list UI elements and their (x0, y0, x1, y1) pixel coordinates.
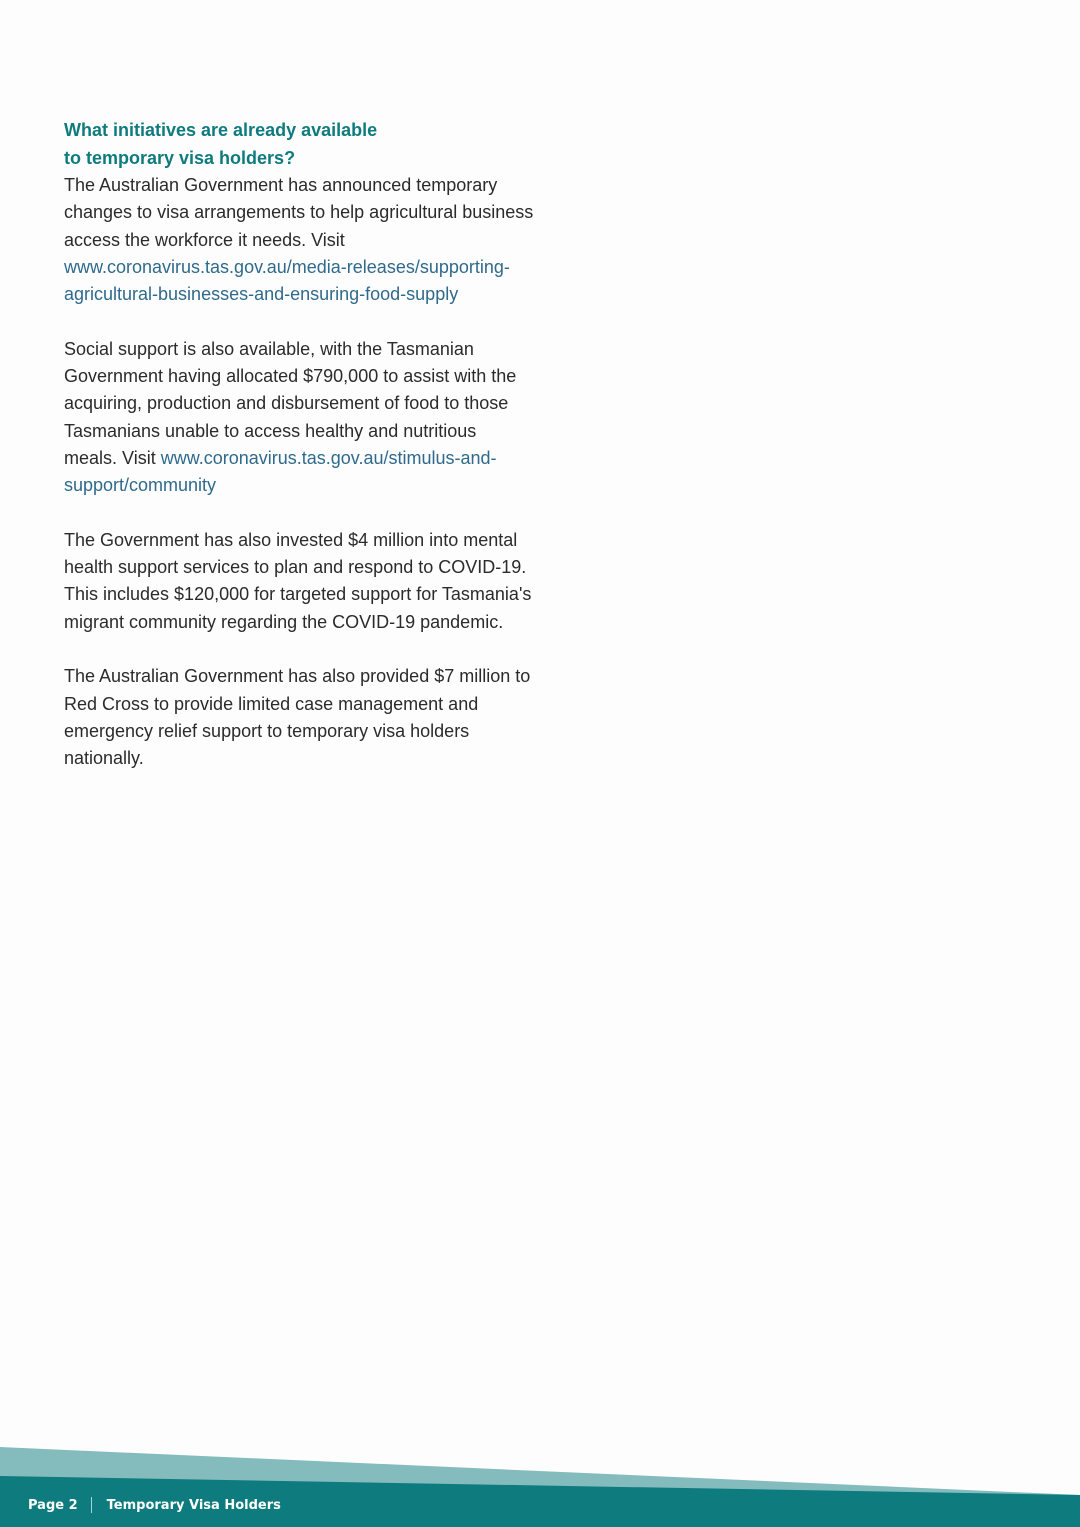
heading-line-1: What initiatives are already available (64, 120, 378, 140)
main-content (64, 117, 534, 773)
page-number: Page 2 (28, 1497, 78, 1513)
footer-divider (91, 1497, 92, 1513)
section-heading (64, 117, 534, 172)
heading-line-2: to temporary visa holders? (64, 147, 296, 168)
footer (28, 1495, 281, 1515)
paragraph-social-support-text: Social support is also available, with the Tasmanian Government having allocated $790,000 to assist with the acquiring, production and disbursement of food to those Tasmanians unable to access healthy and nutritious meals. Visit (64, 338, 517, 468)
footer-band (0, 1447, 1080, 1527)
link-stimulus-support-community[interactable]: www.coronavirus.tas.gov.au/stimulus-and-support/community (64, 447, 497, 496)
paragraph-visa-changes (64, 172, 534, 308)
link-agricultural-businesses[interactable]: www.coronavirus.tas.gov.au/media-releases/supporting-agricultural-businesses-and-ensuring-food-supply (64, 256, 510, 305)
document-title: Temporary Visa Holders (106, 1497, 281, 1513)
paragraph-mental-health: The Government has also invested $4 million into mental health support services to plan and respond to COVID-19. This includes $120,000 for targeted support for Tasmania's migrant community regarding the COVID-19 pandemic. (64, 529, 532, 632)
paragraph-red-cross: The Australian Government has also provided $7 million to Red Cross to provide limited case management and emergency relief support to temporary visa holders nationally. (64, 666, 531, 769)
paragraph-social-support (64, 336, 534, 500)
paragraph-visa-changes-text: The Australian Government has announced temporary changes to visa arrangements to help agricultural business access the workforce it needs. Visit (64, 175, 534, 250)
